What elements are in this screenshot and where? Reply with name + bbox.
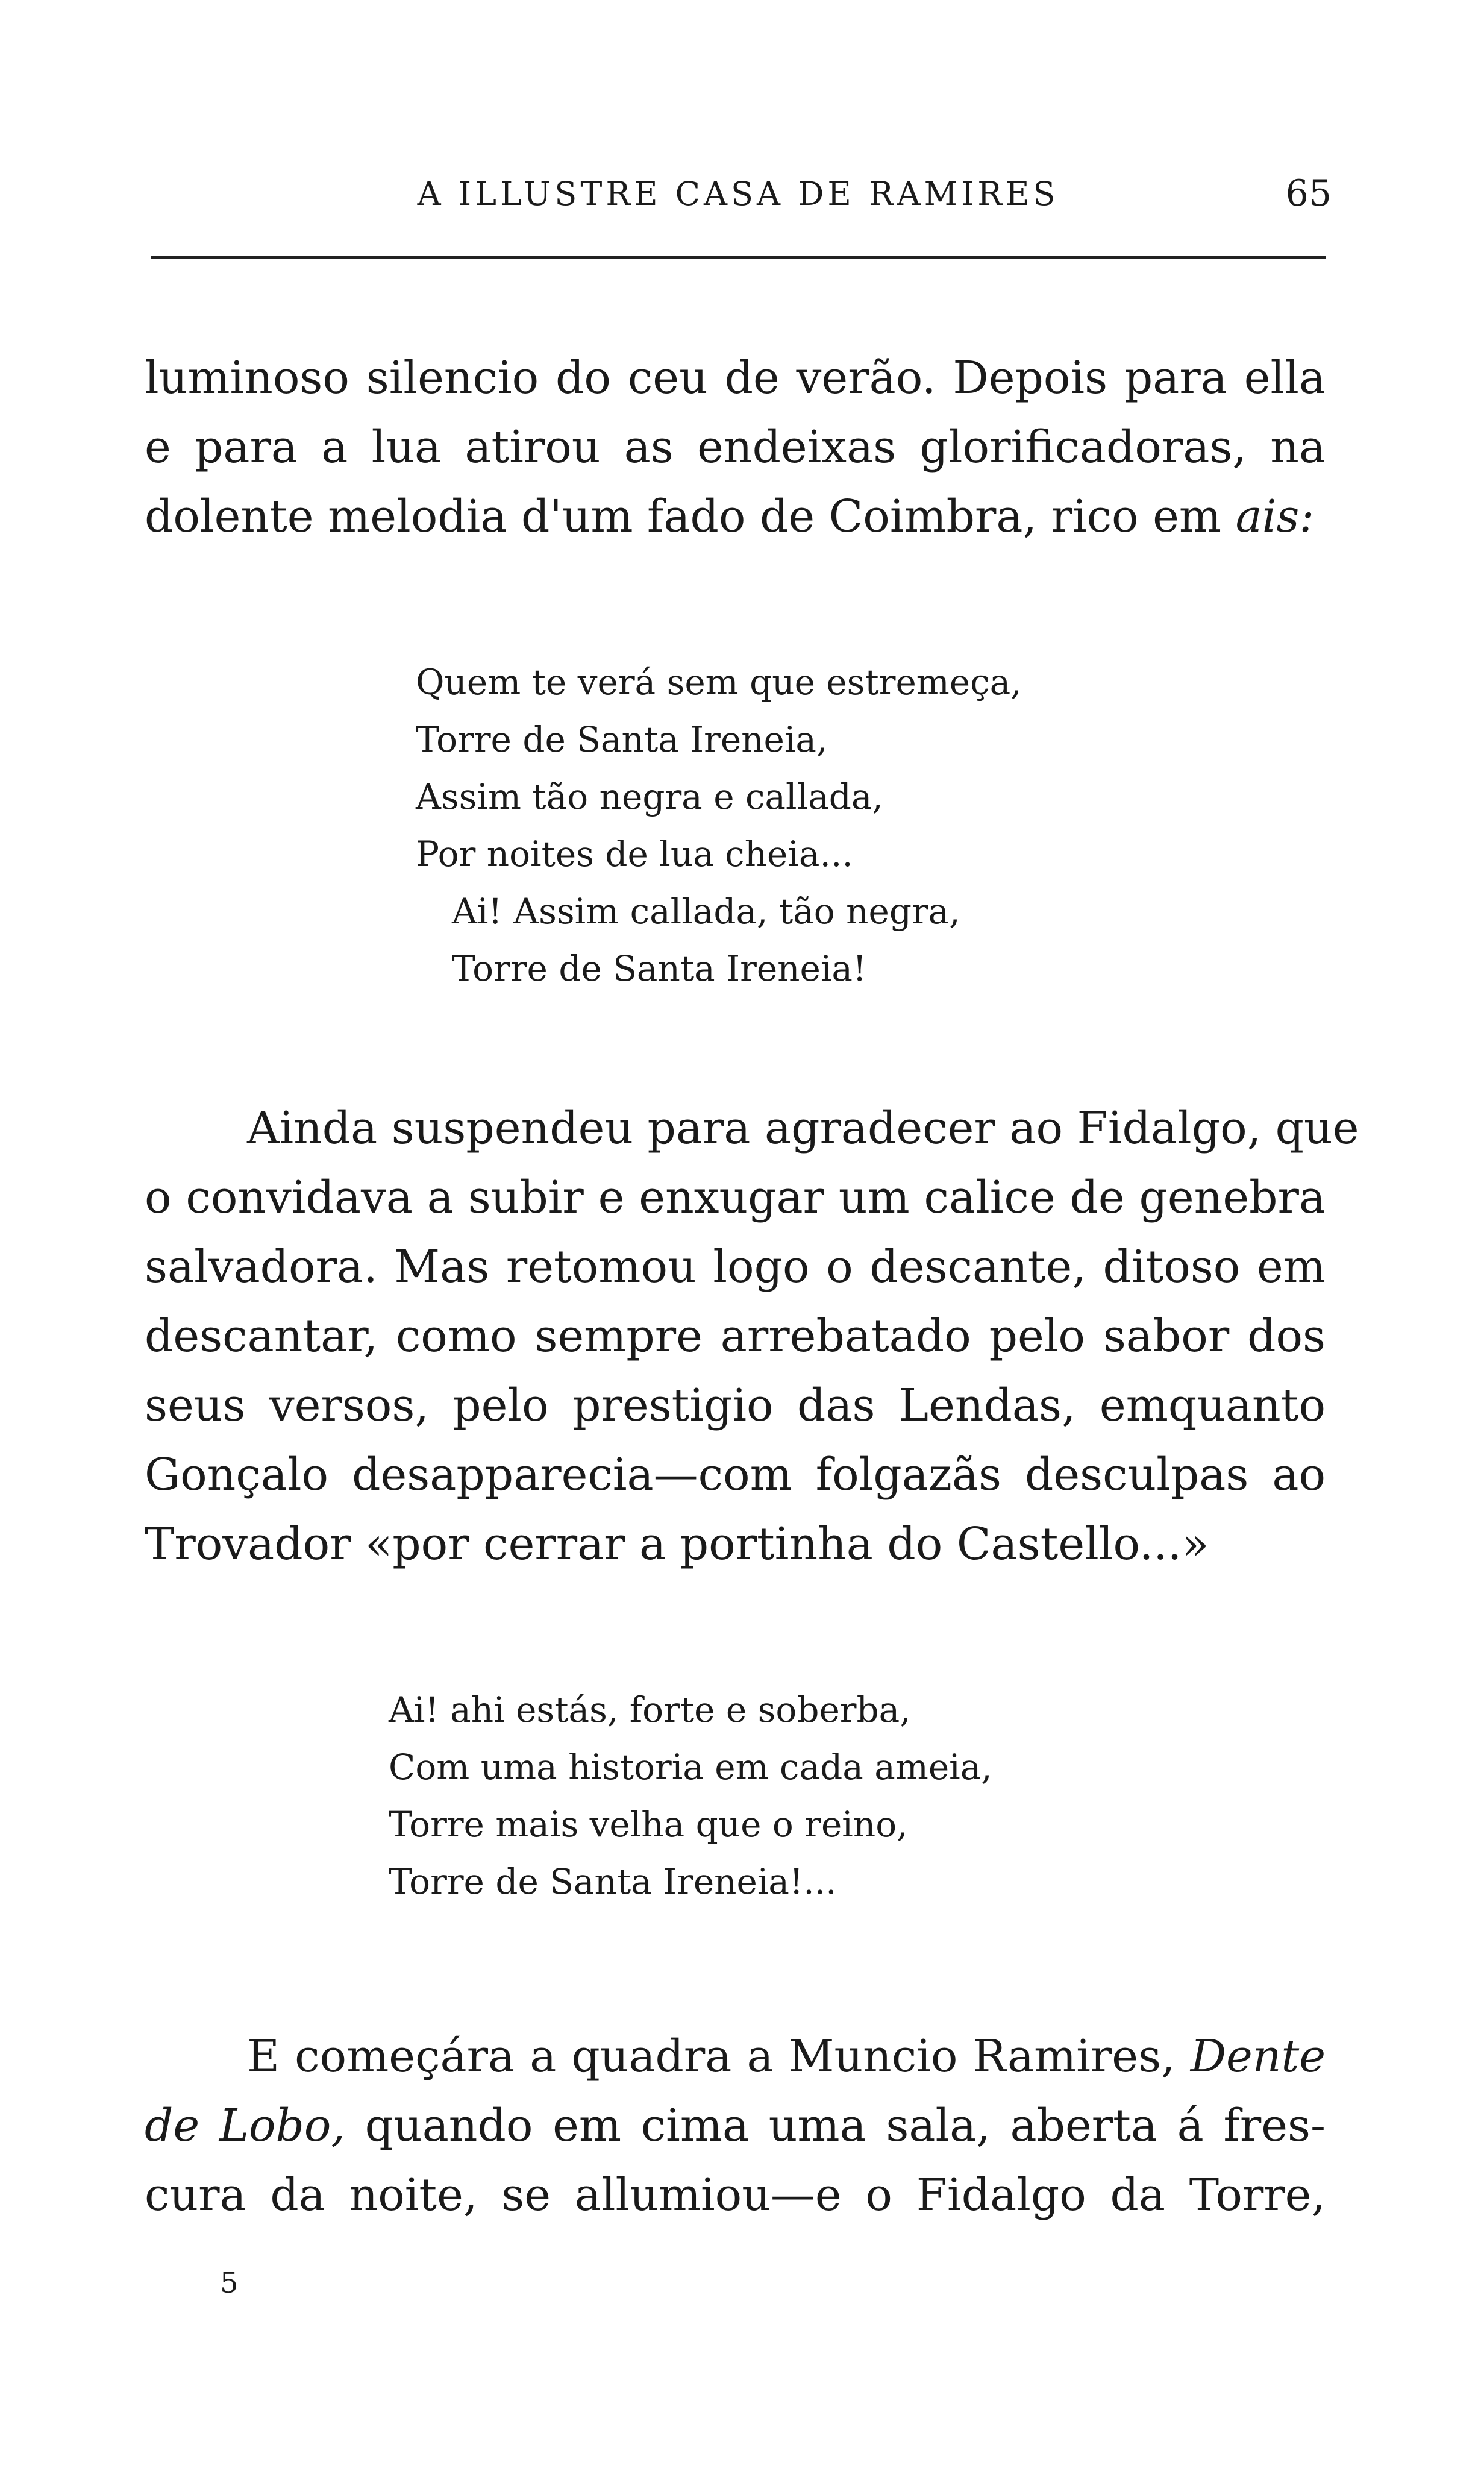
text-segment: quando em cima uma sala, aberta á fres- [345, 2100, 1326, 2152]
paragraph-1 [145, 344, 1326, 551]
italic-word: de Lobo, [145, 2100, 345, 2152]
text-line: Ainda suspendeu para agradecer ao Fidalgo, que [247, 1102, 1359, 1154]
text-line: seus versos, pelo prestigio das Lendas, emquanto [145, 1380, 1326, 1431]
text-line: cura da noite, se allumiou—e o Fidalgo da Torre, [145, 2169, 1326, 2221]
page-header [145, 172, 1332, 223]
text-line: e para a lua atirou as endeixas glorificadoras, na [145, 421, 1326, 473]
text-line: salvadora. Mas retomou logo o descante, ditoso em [145, 1241, 1326, 1293]
verse-line: Ai! ahi estás, forte e soberba, [389, 1689, 911, 1730]
paragraph-3 [145, 2022, 1326, 2230]
text-line: o convidava a subir e enxugar um calice de genebra [145, 1172, 1326, 1223]
text-line: Trovador «por cerrar a portinha do Castello...» [145, 1518, 1209, 1570]
verse-line: Quem te verá sem que estremeça, [416, 662, 1022, 703]
verse-line: Ai! Assim callada, tão negra, [452, 891, 960, 932]
verse-line: Com uma historia em cada ameia, [389, 1747, 992, 1788]
text-line [145, 482, 1326, 551]
header-rule [151, 256, 1326, 259]
verse-line: Torre de Santa Ireneia!... [389, 1861, 837, 1902]
text-segment: dolente melodia d'um fado de Coimbra, rico em [145, 491, 1236, 542]
verse-line: Assim tão negra e callada, [416, 776, 883, 817]
text-line [145, 2022, 1326, 2091]
text-line: luminoso silencio do ceu de verão. Depois para ella [145, 352, 1326, 404]
text-line: descantar, como sempre arrebatado pelo sabor dos [145, 1310, 1326, 1362]
italic-word: Dente [1190, 2030, 1326, 2082]
text-line [145, 2091, 1326, 2161]
verse-stanza-2 [389, 1681, 992, 1911]
paragraph-2 [145, 1094, 1359, 1579]
text-line: Gonçalo desapparecia—com folgazãs desculpas ao [145, 1449, 1326, 1501]
verse-line: Por noites de lua cheia... [416, 834, 853, 874]
signature-mark: 5 [220, 2266, 239, 2300]
verse-line: Torre mais velha que o reino, [389, 1804, 908, 1845]
verse-line: Torre de Santa Ireneia, [416, 719, 828, 760]
verse-line: Torre de Santa Ireneia! [452, 948, 867, 989]
page-number: 65 [1285, 172, 1332, 215]
italic-word: ais: [1235, 491, 1315, 542]
verse-stanza-1 [416, 654, 1022, 997]
text-segment: E começára a quadra a Muncio Ramires, [247, 2030, 1191, 2082]
running-title: A ILLUSTRE CASA DE RAMIRES [417, 175, 1059, 213]
